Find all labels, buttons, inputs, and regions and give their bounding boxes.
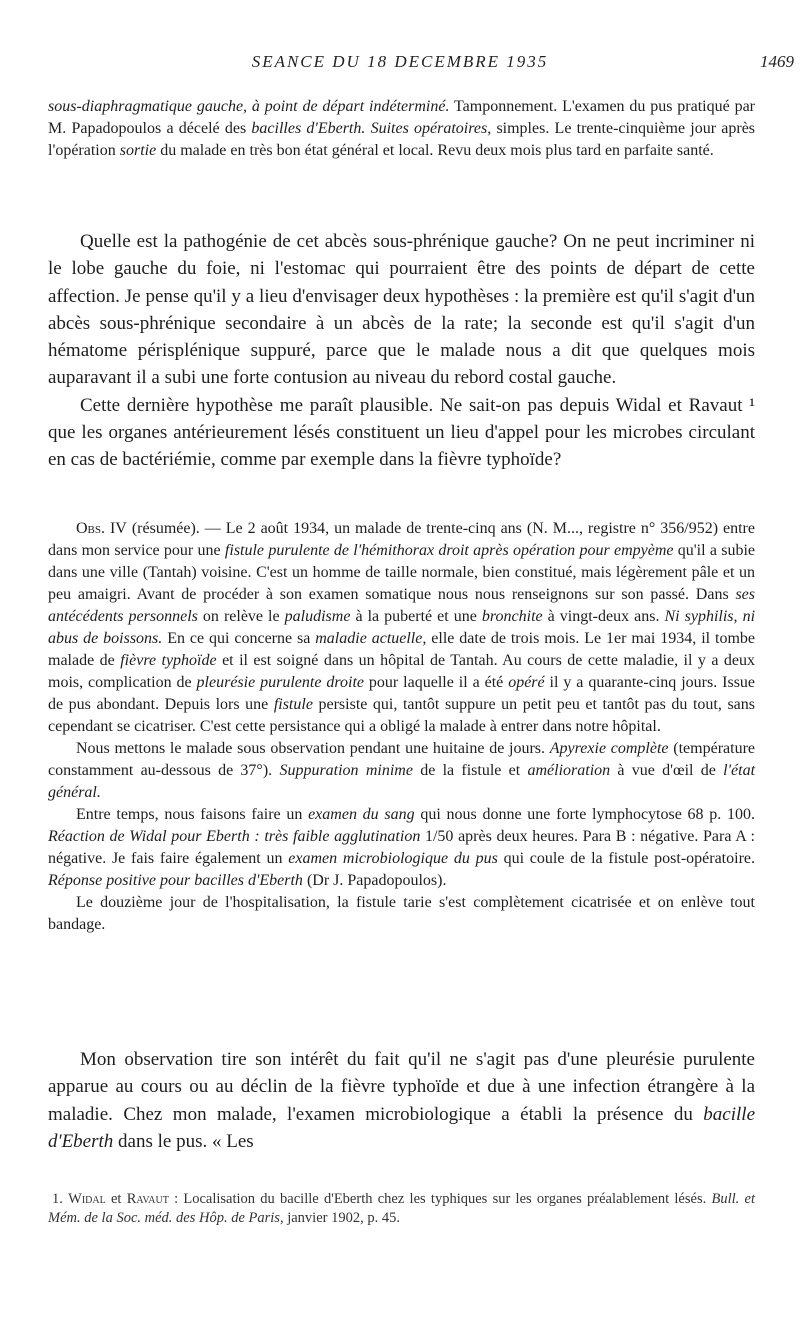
italic-text: fistule purulente de l'hémithorax droit après opération pour empyème (224, 542, 674, 559)
text-run: à vingt-deux ans. (542, 608, 665, 625)
italic-text: sous-diaphragmatique gauche, à point de départ indéterminé. (48, 98, 450, 115)
text-run: Mon observation tire son intérêt du fait qu'il ne s'agit pas d'une pleurésie purulente apparue au cours ou au déclin de la fièvre typhoïde et due à une infection étrangère à la maladie. Chez mon malade, l'examen microbiologique a établi la présence du (48, 1049, 755, 1125)
text-run: à la puberté et une (350, 608, 482, 625)
running-title: SEANCE DU 18 DECEMBRE 1935 (251, 52, 549, 71)
italic-text: Ni syphilis, ni abus de boissons. (48, 608, 756, 647)
discussion-paragraph-1: Quelle est la pathogénie de cet abcès sous-phrénique gauche? On ne peut incriminer ni le lobe gauche du foie, ni l'estomac qui pourraient être des points de départ de cette affection. Je pense qu'il y a lieu d'envisager deux hypothèses : la première est qu'il s'agit d'un abcès sous-phrénique secondaire à un abcès de la rate; la seconde est qu'il s'agit d'un hématome périsplénique suppuré, parce que le malade nous a dit que quelques mois auparavant il a subi une forte contusion au niveau du rebord costal gauche. (48, 231, 755, 389)
observation-paragraph-2 (48, 738, 755, 804)
text-run: janvier 1902, p. 45. (283, 1210, 400, 1226)
footnote-text (48, 1190, 755, 1228)
text-run: En ce qui concerne sa (162, 630, 316, 647)
text-run: du malade en très bon état général et local. Revu deux mois plus tard en parfaite santé. (156, 142, 714, 159)
italic-text: bacilles d'Eberth. Suites opératoires, (251, 120, 492, 137)
italic-text: examen microbiologique du pus (288, 850, 498, 867)
footnote-number: 1. (52, 1191, 69, 1207)
text-run: qui coule de la fistule post-opératoire. (497, 850, 756, 867)
text-run: Nous mettons le malade sous observation pendant une huitaine de jours. (76, 740, 550, 757)
text-run: et (105, 1191, 127, 1207)
italic-text: bronchite (481, 608, 543, 625)
italic-text: Réponse positive pour bacilles d'Eberth (48, 872, 303, 889)
italic-text: opéré (508, 674, 545, 691)
journal-title: Bull. et Mém. de la Soc. méd. des Hôp. de Paris, (48, 1191, 756, 1226)
italic-text: amélioration (527, 762, 611, 779)
italic-text: l'état général. (48, 762, 756, 801)
discussion-section (48, 228, 755, 474)
text-run: de la fistule et (412, 762, 528, 779)
conclusion-paragraph (48, 1046, 755, 1155)
text-run: (résumée). — Le 2 août 1934, un malade de trente-cinq ans (N. M..., registre n° 356/952) entre dans mon service pour une (48, 520, 755, 559)
text-run: (température constamment au-dessous de 37°). (48, 740, 755, 779)
conclusion-section (48, 1046, 755, 1155)
page-header (0, 52, 800, 76)
italic-text: paludisme (284, 608, 351, 625)
text-run: il y a quarante-cinq jours. Issue de pus abondant. Depuis lors une (48, 674, 756, 713)
italic-text: fièvre typhoïde (120, 652, 217, 669)
author-name: Ravaut (126, 1191, 169, 1207)
italic-text: sortie (119, 142, 157, 159)
case-outcome-paragraph (48, 96, 755, 162)
italic-text: Suppuration minime (279, 762, 413, 779)
italic-text: Apyrexie complète (549, 740, 669, 757)
discussion-paragraph-2: Cette dernière hypothèse me paraît plausible. Ne sait-on pas depuis Widal et Ravaut ¹ que les organes antérieurement lésés constituent un lieu d'appel pour les microbes circulant en cas de bactériémie, comme par exemple dans la fièvre typhoïde? (48, 394, 755, 471)
italic-text: pleurésie purulente droite (196, 674, 364, 691)
text-run: pour laquelle il a été (364, 674, 509, 691)
text-run: on relève le (197, 608, 285, 625)
italic-text: ses antécédents personnels (48, 586, 755, 625)
observation-paragraph-3 (48, 804, 755, 892)
observation-paragraph-1 (48, 518, 755, 738)
text-run: dans le pus. « Les (113, 1130, 254, 1152)
observation-label: Obs. IV (76, 520, 127, 537)
text-run: qui nous donne une forte lymphocytose 68 p. 100. (414, 806, 755, 823)
italic-text: examen du sang (308, 806, 415, 823)
observation-section (48, 518, 755, 936)
text-run: simples. Le trente-cinquième jour après l'opération (48, 120, 756, 159)
footnote (48, 1190, 755, 1228)
page-number: 1469 (760, 52, 794, 71)
author-name: Widal (68, 1191, 106, 1207)
italic-text: Réaction de Widal pour Eberth : très faible agglutination (48, 828, 421, 845)
text-run: Tamponnement. L'examen du pus pratiqué par M. Papadopoulos a décelé des (48, 98, 756, 137)
text-run: (Dr J. Papadopoulos). (302, 872, 447, 889)
text-run: persiste qui, tantôt suppure un petit peu et tantôt pas du tout, sans cependant se cicatriser. C'est cette persistance qui a obligé la malade à entrer dans notre hôpital. (48, 696, 755, 735)
top-paragraph (48, 96, 755, 162)
italic-text: maladie actuelle, (315, 630, 427, 647)
text-run: elle date de trois mois. Le 1er mai 1934, il tombe malade de (48, 630, 755, 669)
text-run: Entre temps, nous faisons faire un (76, 806, 309, 823)
text-run: 1/50 après deux heures. Para B : négative. Para A : négative. Je fais faire également un (48, 828, 756, 867)
italic-text: fistule (273, 696, 313, 713)
italic-text: bacille d'Eberth (48, 1103, 755, 1152)
text-run: qu'il a subie dans une ville (Tantah) voisine. C'est un homme de taille normale, bien constitué, mais légèrement pâle et un peu amaigri. Avant de procéder à son examen somatique nous nous renseignons sur son passé. Dans (48, 542, 755, 603)
text-run: et il est soigné dans un hôpital de Tantah. Au cours de cette maladie, il y a deux mois, complication de (48, 652, 756, 691)
observation-paragraph-4: Le douzième jour de l'hospitalisation, la fistule tarie s'est complètement cicatrisée et on enlève tout bandage. (48, 894, 755, 933)
text-run: à vue d'œil de (610, 762, 724, 779)
text-run: : Localisation du bacille d'Eberth chez les typhiques sur les organes préalablement lésés. (168, 1191, 712, 1207)
